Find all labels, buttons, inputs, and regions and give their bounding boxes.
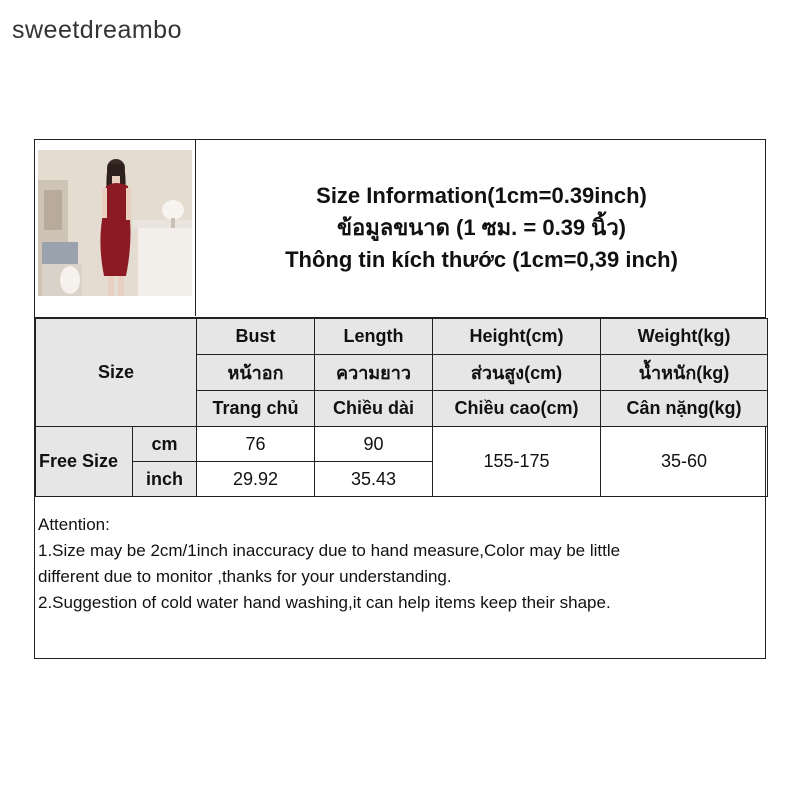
attention-heading: Attention: [38,515,110,534]
col-bust-th: หน้าอก [197,355,315,391]
chart-header [35,140,765,318]
title-english: Size Information(1cm=0.39inch) [316,183,647,208]
col-bust-en: Bust [197,319,315,355]
title-thai: ข้อมูลขนาด (1 ซม. = 0.39 นิ้ว) [336,215,626,240]
product-photo-illustration [38,150,192,296]
product-photo-cell [35,140,196,316]
unit-cm: cm [133,427,197,462]
col-height-vi: Chiều cao(cm) [433,391,601,427]
size-table [35,318,768,497]
free-size-label: Free Size [36,427,133,497]
watermark: sweetdreambo [12,16,182,44]
weight-value: 35-60 [601,427,768,497]
col-length-th: ความยาว [315,355,433,391]
length-cm-value: 90 [315,427,433,462]
col-weight-vi: Cân nặng(kg) [601,391,768,427]
length-inch-value: 35.43 [315,462,433,497]
size-header: Size [36,319,197,427]
attention-notes [38,512,758,616]
col-weight-en: Weight(kg) [601,319,768,355]
col-length-en: Length [315,319,433,355]
col-height-en: Height(cm) [433,319,601,355]
size-table-wrapper [35,318,765,497]
title-vietnamese: Thông tin kích thước (1cm=0,39 inch) [285,247,678,272]
product-photo [38,150,192,296]
col-height-th: ส่วนสูง(cm) [433,355,601,391]
attention-line-1: 1.Size may be 2cm/1inch inaccuracy due to hand measure,Color may be little [38,541,621,560]
height-value: 155-175 [433,427,601,497]
unit-inch: inch [133,462,197,497]
attention-line-3: 2.Suggestion of cold water hand washing,it can help items keep their shape. [38,593,611,612]
col-bust-vi: Trang chủ [197,391,315,427]
size-information-title [196,180,767,276]
attention-line-2: different due to monitor ,thanks for your understanding. [38,567,452,586]
col-length-vi: Chiều dài [315,391,433,427]
bust-inch-value: 29.92 [197,462,315,497]
bust-cm-value: 76 [197,427,315,462]
col-weight-th: น้ำหนัก(kg) [601,355,768,391]
size-chart [34,139,766,659]
